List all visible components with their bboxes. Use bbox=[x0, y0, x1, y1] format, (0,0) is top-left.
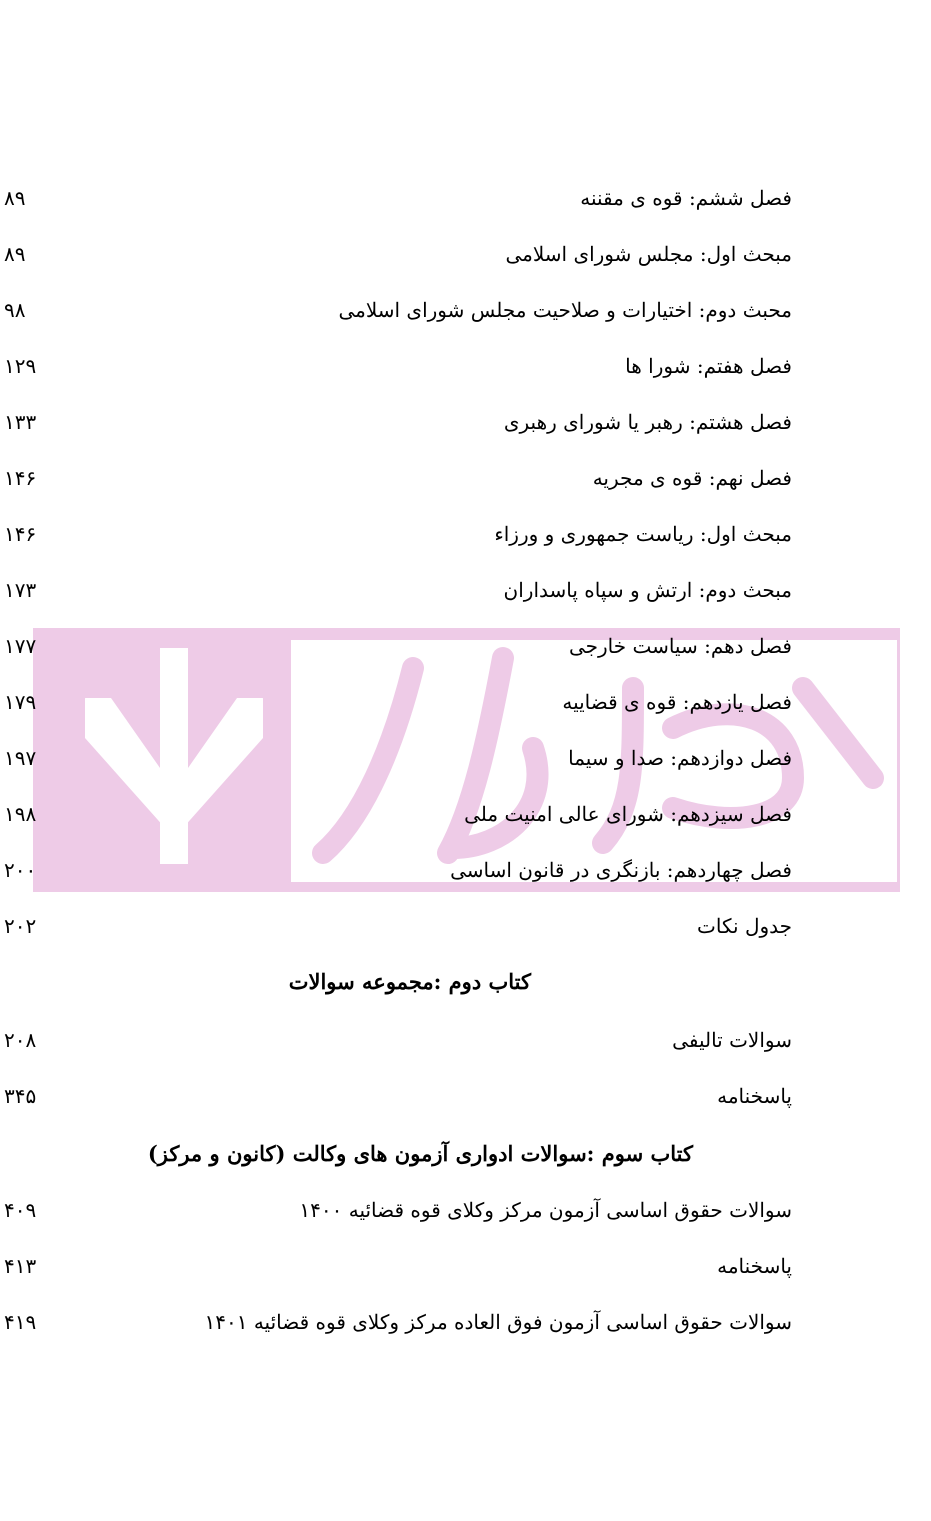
toc-entry[interactable] bbox=[0, 626, 931, 666]
toc-entry-title: پاسخنامه bbox=[717, 1254, 792, 1278]
toc-entry-page: ۸۹ bbox=[4, 242, 26, 266]
toc-entry-title: فصل دوازدهم: صدا و سیما bbox=[568, 746, 792, 770]
toc-entry[interactable] bbox=[0, 402, 931, 442]
toc-entry[interactable] bbox=[0, 514, 931, 554]
toc-entry-title: فصل هفتم: شورا ها bbox=[625, 354, 792, 378]
toc-entry-page: ۴۰۹ bbox=[4, 1198, 37, 1222]
toc-entry-page: ۱۲۹ bbox=[4, 354, 37, 378]
toc-entry[interactable] bbox=[0, 794, 931, 834]
toc-entry-title: محبث دوم: اختیارات و صلاحیت مجلس شورای اسلامی bbox=[338, 298, 792, 322]
toc-entry-page: ۱۷۷ bbox=[4, 634, 37, 658]
toc-entry-page: ۱۳۳ bbox=[4, 410, 37, 434]
toc-entry-page: ۴۱۳ bbox=[4, 1254, 37, 1278]
toc-entry-page: ۱۹۸ bbox=[4, 802, 37, 826]
toc-entry-page: ۲۰۸ bbox=[4, 1028, 37, 1052]
toc-entry[interactable] bbox=[0, 850, 931, 890]
toc-entry-page: ۱۹۷ bbox=[4, 746, 37, 770]
book-two-heading: کتاب دوم :مجموعه سوالات bbox=[288, 969, 531, 994]
toc-entry-title: سوالات حقوق اساسی آزمون فوق العاده مرکز وکلای قوه قضائیه ۱۴۰۱ bbox=[204, 1310, 792, 1334]
toc-entry-title: پاسخنامه bbox=[717, 1084, 792, 1108]
toc-entry[interactable] bbox=[0, 1246, 931, 1286]
toc-entry-page: ۳۴۵ bbox=[4, 1084, 37, 1108]
toc-entry-page: ۹۸ bbox=[4, 298, 26, 322]
toc-entry-title: سوالات حقوق اساسی آزمون مرکز وکلای قوه قضائیه ۱۴۰۰ bbox=[299, 1198, 792, 1222]
toc-entry-title: سوالات تالیفی bbox=[672, 1028, 792, 1052]
toc-entry[interactable] bbox=[0, 346, 931, 386]
toc-entry-page: ۱۴۶ bbox=[4, 466, 37, 490]
toc-entry-page: ۸۹ bbox=[4, 186, 26, 210]
toc-entry-page: ۱۷۹ bbox=[4, 690, 37, 714]
toc-entry[interactable] bbox=[0, 570, 931, 610]
toc-entry[interactable] bbox=[0, 906, 931, 946]
book-three-heading: کتاب سوم :سوالات ادواری آزمون های وکالت (کانون و مرکز) bbox=[147, 1141, 693, 1166]
toc-entry-title: فصل دهم: سیاست خارجی bbox=[568, 634, 792, 658]
toc-entry[interactable] bbox=[0, 290, 931, 330]
toc-entry-page: ۱۷۳ bbox=[4, 578, 37, 602]
toc-entry-title: مبحث اول: ریاست جمهوری و ورزاء bbox=[494, 522, 792, 546]
toc-entry-title: فصل چهاردهم: بازنگری در قانون اساسی bbox=[450, 858, 792, 882]
toc-entry-title: فصل یازدهم: قوه ی قضاییه bbox=[562, 690, 792, 714]
toc-entry-title: مبحث دوم: ارتش و سپاه پاسداران bbox=[503, 578, 792, 602]
toc-entry[interactable] bbox=[0, 738, 931, 778]
toc-entry-page: ۴۱۹ bbox=[4, 1310, 37, 1334]
toc-entry-title: فصل ششم: قوه ی مقننه bbox=[580, 186, 792, 210]
toc-entry-title: فصل هشتم: رهبر یا شورای رهبری bbox=[503, 410, 792, 434]
toc-entry[interactable] bbox=[0, 1076, 931, 1116]
toc-entry[interactable] bbox=[0, 178, 931, 218]
toc-entry-title: فصل سیزدهم: شورای عالی امنیت ملی bbox=[464, 802, 792, 826]
toc-entry-page: ۲۰۲ bbox=[4, 914, 37, 938]
toc-entry[interactable] bbox=[0, 682, 931, 722]
toc-entry[interactable] bbox=[0, 458, 931, 498]
toc-entry[interactable] bbox=[0, 234, 931, 274]
toc-entry-page: ۱۴۶ bbox=[4, 522, 37, 546]
toc-entry-title: مبحث اول: مجلس شورای اسلامی bbox=[505, 242, 792, 266]
toc-entry-title: فصل نهم: قوه ی مجریه bbox=[592, 466, 792, 490]
toc-entry[interactable] bbox=[0, 1190, 931, 1230]
toc-entry[interactable] bbox=[0, 1020, 931, 1060]
toc-entry-title: جدول نکات bbox=[697, 914, 792, 938]
toc-entry-page: ۲۰۰ bbox=[4, 858, 37, 882]
toc-entry[interactable] bbox=[0, 1302, 931, 1342]
